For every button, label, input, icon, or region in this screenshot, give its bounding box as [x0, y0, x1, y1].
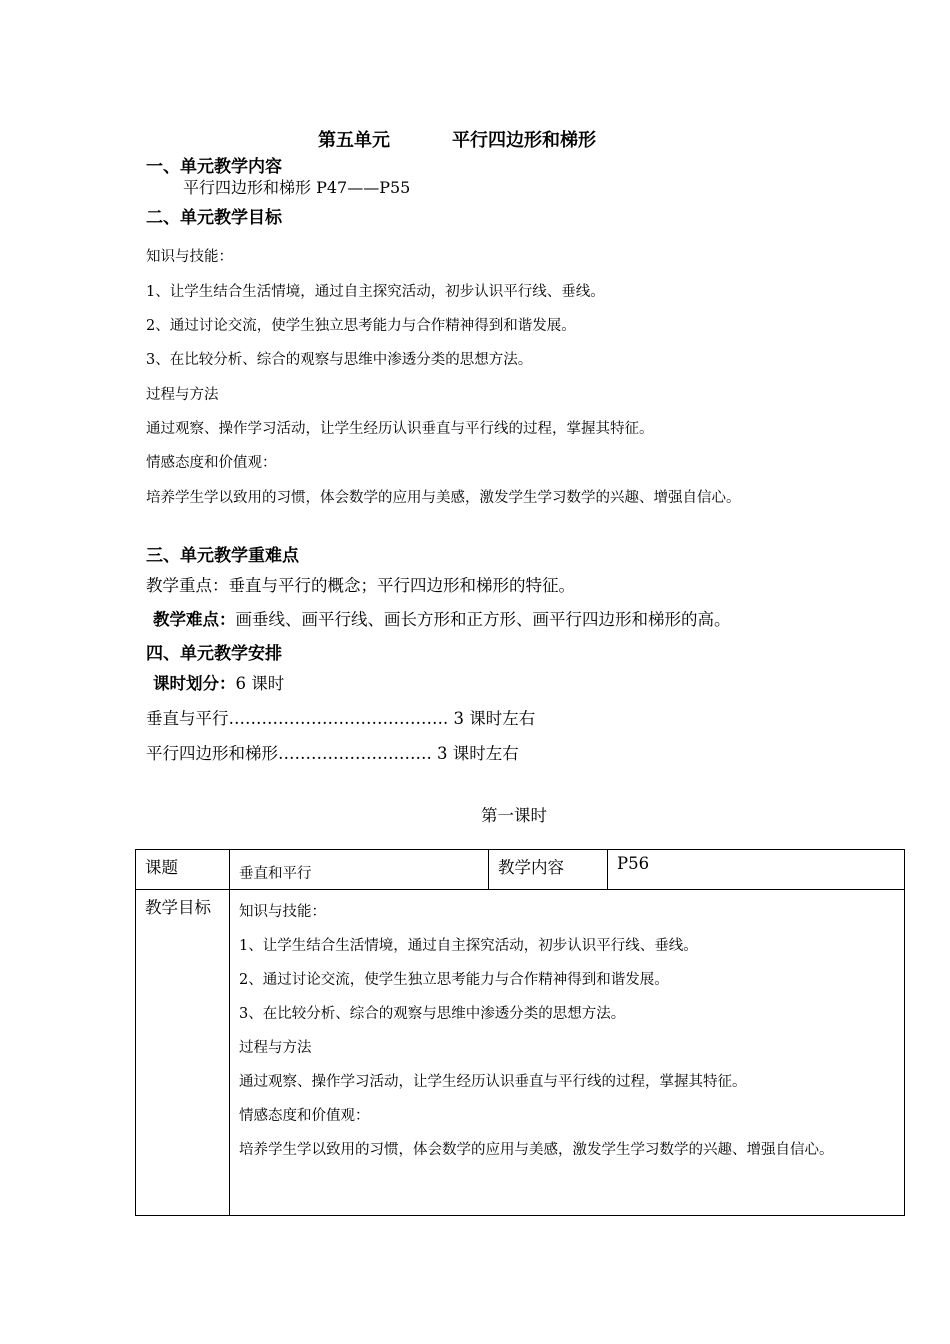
section-3-heading: 三、单元教学重难点 [146, 546, 299, 566]
table-row [136, 890, 905, 1216]
table-row [136, 850, 905, 890]
objective-line: 知识与技能： [146, 249, 233, 265]
goal-line: 3、在比较分析、综合的观察与思维中渗透分类的思想方法。 [239, 1006, 626, 1022]
section-1-content: 平行四边形和梯形 P47——P55 [183, 178, 411, 197]
page-title [318, 126, 596, 152]
goal-content [230, 890, 905, 1216]
objective-line: 培养学生学以致用的习惯，体会数学的应用与美感，激发学生学习数学的兴趣、增强自信心。 [146, 490, 741, 506]
goal-line: 培养学生学以致用的习惯，体会数学的应用与美感，激发学生学习数学的兴趣、增强自信心。 [239, 1142, 834, 1158]
topic-value: 垂直和平行 [230, 850, 489, 890]
objective-line: 2、通过讨论交流，使学生独立思考能力与合作精神得到和谐发展。 [146, 318, 576, 334]
objective-line: 情感态度和价值观： [146, 455, 277, 471]
hours-line [153, 670, 284, 694]
unit-label: 第五单元 [318, 130, 390, 151]
section-2-heading: 二、单元教学目标 [146, 208, 282, 228]
topic-label: 课题 [136, 850, 230, 890]
section-4-heading: 四、单元教学安排 [146, 644, 282, 664]
difficulty-point [153, 606, 731, 630]
hours-value: 6 课时 [235, 674, 285, 693]
goal-label: 教学目标 [136, 890, 230, 1216]
goal-line: 知识与技能： [239, 904, 326, 920]
section-1-heading: 一、单元教学内容 [146, 157, 282, 177]
hours-label: 课时划分： [153, 674, 236, 693]
lesson-heading: 第一课时 [481, 806, 547, 825]
goal-line: 1、让学生结合生活情境，通过自主探究活动，初步认识平行线、垂线。 [239, 938, 698, 954]
key-point: 教学重点：垂直与平行的概念；平行四边形和梯形的特征。 [146, 576, 575, 595]
content-value: P56 [608, 850, 905, 890]
unit-topic: 平行四边形和梯形 [452, 130, 596, 151]
goal-line: 情感态度和价值观： [239, 1108, 370, 1124]
difficulty-text: 画垂线、画平行线、画长方形和正方形、画平行四边形和梯形的高。 [235, 610, 731, 629]
objective-line: 3、在比较分析、综合的观察与思维中渗透分类的思想方法。 [146, 352, 533, 368]
schedule-item: 平行四边形和梯形………………………. 3 课时左右 [146, 744, 519, 763]
goal-line: 通过观察、操作学习活动，让学生经历认识垂直与平行线的过程，掌握其特征。 [239, 1074, 747, 1090]
schedule-item: 垂直与平行…………………………………. 3 课时左右 [146, 709, 536, 728]
goal-line: 过程与方法 [239, 1040, 312, 1056]
lesson-plan-table [135, 849, 905, 1216]
objective-line: 1、让学生结合生活情境，通过自主探究活动，初步认识平行线、垂线。 [146, 284, 605, 300]
content-label: 教学内容 [489, 850, 608, 890]
difficulty-label: 教学难点： [153, 610, 236, 629]
goal-line: 2、通过讨论交流，使学生独立思考能力与合作精神得到和谐发展。 [239, 972, 669, 988]
objective-line: 通过观察、操作学习活动，让学生经历认识垂直与平行线的过程，掌握其特征。 [146, 421, 654, 437]
objective-line: 过程与方法 [146, 387, 219, 403]
